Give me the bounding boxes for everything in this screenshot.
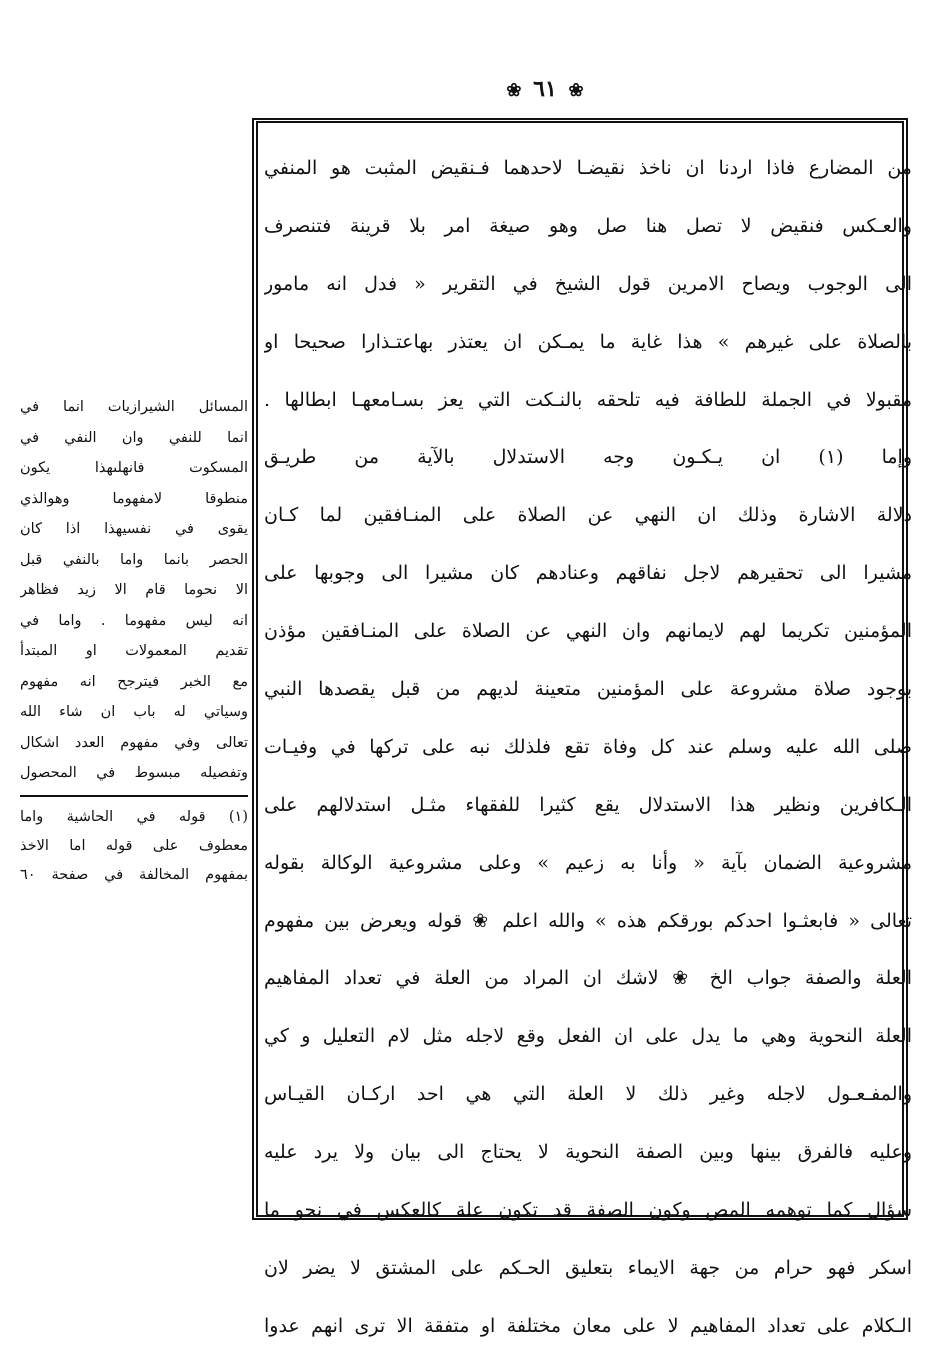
text-line: العلة النحوية وهي ما يدل على ان الفعل وقع لاجله مثل لام التعليل و كي xyxy=(264,1025,912,1048)
text-line: من المضارع فاذا اردنا ان ناخذ نقيضـا لاحدهما فـنقيض المثبت هو المنفي xyxy=(264,157,912,179)
margin-line: تقديم المعمولات او المبتدأ xyxy=(20,643,248,659)
footnote-line: معطوف على قوله اما الاخذ xyxy=(20,837,248,854)
page-number: ٦١ xyxy=(533,76,557,102)
margin-line: انما للنفي وان النفي في xyxy=(20,429,248,446)
text-line: والمفـعـول لاجله وغير ذلك لا العلة التي هي احد اركـان القيـاس xyxy=(264,1083,912,1106)
footnote-line: (١) قوله في الحاشية واما xyxy=(20,808,248,825)
text-line: العلة والصفة جواب الخ ❀ لاشك ان المراد من العلة في تعداد المفاهيم xyxy=(264,967,912,990)
text-line: تعالى « فابعثـوا احدكم بورقكم هذه » والله اعلم ❀ قوله ويعرض بين مفهوم xyxy=(264,909,912,932)
footnote-line: بمفهوم المخالفة في صفحة ٦٠ xyxy=(20,866,248,883)
text-line: سؤال كما توهمه المص وكون الصفة قد تكون علة كالعكس في نحو ما xyxy=(264,1199,912,1222)
text-line: وإما (١) ان يـكـون وجه الاستدلال بالآية من طريـق xyxy=(264,446,912,469)
text-line: وعليه فالفرق بينها وبين الصفة النحوية لا يحتاج الى بيان ولا يرد عليه xyxy=(264,1141,912,1164)
margin-line: وتفصيله مبسوط في المحصول xyxy=(20,765,248,781)
text-line: صلى الله عليه وسلم عند كل وفاة تقع فلذلك نبه على تركها في وفيـات xyxy=(264,735,912,758)
text-line: بالصلاة على غيرهم » هذا غاية ما يمـكن ان يعتذر بهاعتـذارا صحيحا او xyxy=(264,330,912,353)
footnote-divider xyxy=(20,795,248,797)
margin-line: وسياتي له باب ان شاء الله xyxy=(20,704,248,720)
ornament-icon: ❀ xyxy=(506,80,522,101)
margin-line: انه ليس مفهوما . واما في xyxy=(20,612,248,629)
text-line: اسكر فهو حرام من جهة الايماء بتعليق الحـكم على المشتق لا يضر لان xyxy=(264,1256,912,1279)
text-line: الى الوجوب ويصاح الامرين قول الشيخ في التقرير « فدل انه مامور xyxy=(264,272,912,295)
text-line: الـكافرين ونظير هذا الاستدلال يقع كثيرا للفقهاء مثـل استدلالهم على xyxy=(264,793,912,816)
margin-line: مع الخبر فيترجح انه مفهوم xyxy=(20,673,248,690)
page-number-header xyxy=(0,76,926,102)
text-line: والعـكس فنقيض لا تصل هنا صل وهو صيغة امر بلا قرينة فتنصرف xyxy=(264,214,912,237)
text-line: دلالة الاشارة وذلك ان النهي عن الصلاة على المنـافقين لما كـان xyxy=(264,504,912,527)
text-line: الـكلام على تعداد المفاهيم لا على معان مختلفة او متفقة الا ترى انهم عدوا xyxy=(264,1314,912,1337)
text-line: مشيرا الى تحقيرهم لاجل نفاقهم وعنادهم كان مشيرا الى وجوبها على xyxy=(264,562,912,585)
main-text-column xyxy=(264,140,912,1356)
margin-line: الا نحوما قام الا زيد فظاهر xyxy=(20,582,248,598)
text-line: المؤمنين تكريما لهم لايمانهم وان النهي عن الصلاة على المنـافقين مؤذن xyxy=(264,620,912,643)
margin-line: المسائل الشيرازيات انما في xyxy=(20,399,248,415)
margin-line: منطوقا لامفهوما وهوالذي xyxy=(20,490,248,507)
margin-line: المسكوت فانهلىهذا يكون xyxy=(20,460,248,476)
ornament-icon: ❀ xyxy=(568,80,584,101)
text-line: بوجود صلاة مشروعة على المؤمنين متعينة لديهم من قبل يقصدها النبي xyxy=(264,678,912,701)
margin-line: يقوى في نفسيهذا اذا كان xyxy=(20,521,248,537)
text-line: مقبولا في الجملة للطافة فيه تلحقه بالنـكت التي يعز بسـامعهـا ابطالها . xyxy=(264,388,912,411)
margin-line: الحصر بانما واما بالنفي قبل xyxy=(20,551,248,568)
margin-notes xyxy=(20,392,248,890)
margin-line: تعالى وفي مفهوم العدد اشكال xyxy=(20,734,248,751)
text-line: مشروعية الضمان بآية « وأنا به زعيم » وعلى مشروعية الوكالة بقوله xyxy=(264,851,912,874)
